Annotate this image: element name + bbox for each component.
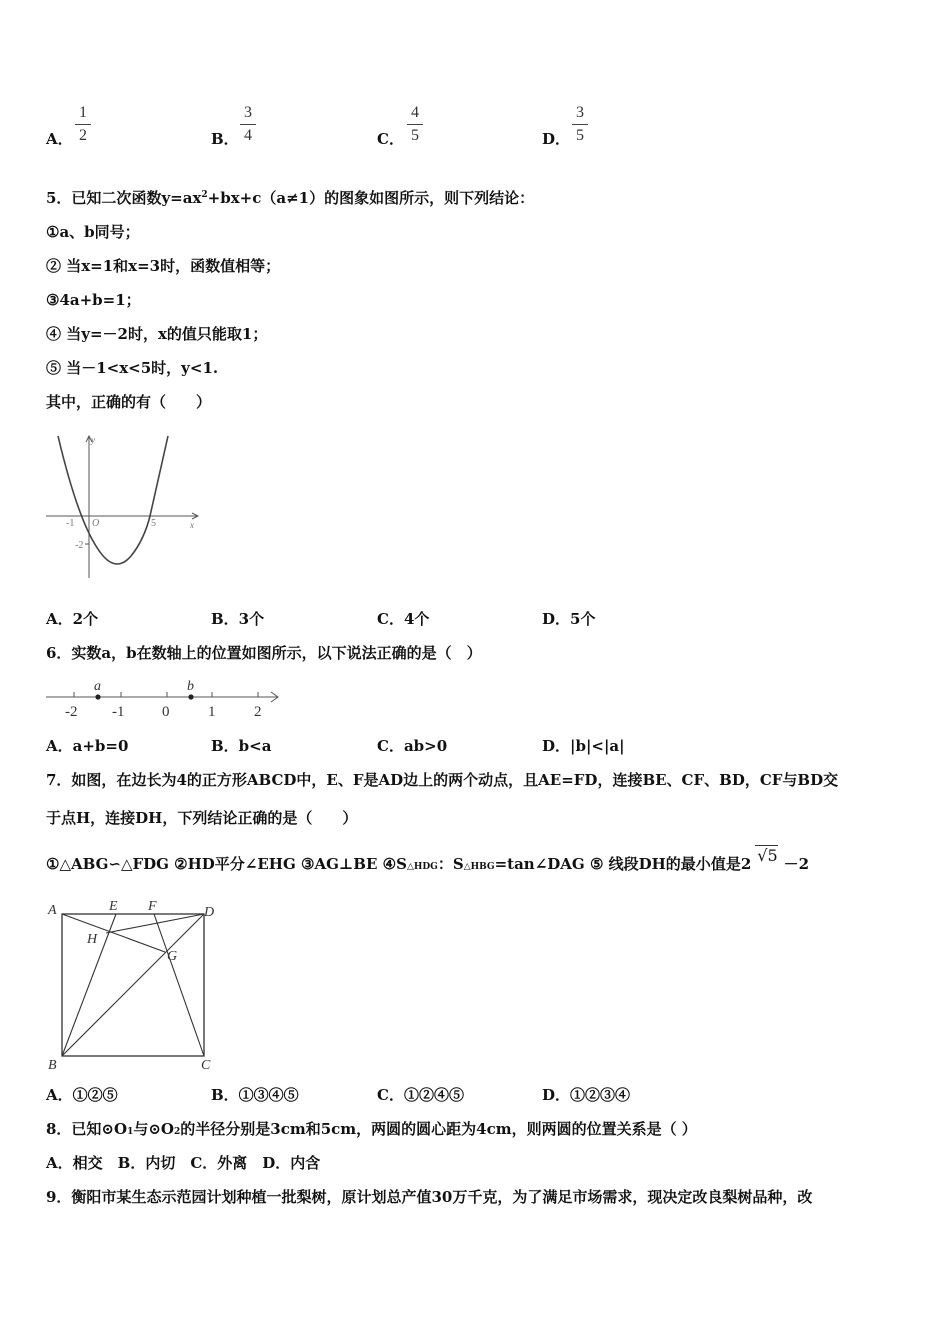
point-a	[95, 694, 100, 699]
label-H: H	[87, 932, 98, 947]
label-a: a	[94, 679, 101, 694]
q5-parabola-graph	[44, 430, 206, 582]
graph-label-y: y	[91, 435, 95, 445]
graph-label-neg1: -1	[66, 518, 75, 529]
sqrt-symbol: √5	[757, 846, 778, 865]
q6-number-line	[44, 676, 284, 722]
q4-option-b-letter: B．	[211, 130, 239, 148]
q5-option-b: B．3个	[211, 610, 265, 628]
q4-option-a-fraction: 1 2	[73, 103, 93, 146]
q6-stem: 6．实数a，b在数轴上的位置如图所示，以下说法正确的是（ ）	[46, 644, 482, 662]
q7-option-b: B．①③④⑤	[211, 1086, 299, 1104]
label-G: G	[167, 949, 178, 964]
q6-option-b: B．b<a	[211, 737, 272, 755]
graph-label-origin: O	[92, 518, 100, 529]
q7-stem-line1: 7．如图，在边长为4的正方形ABCD中，E、F是AD边上的两个动点，且AE=FD，连接BE、CF、BD，CF与BD交	[46, 771, 839, 789]
point-b	[188, 694, 193, 699]
q4-option-d-fraction: 3 5	[570, 103, 590, 146]
label-D: D	[204, 905, 215, 920]
q7-option-d: D．①②③④	[542, 1086, 631, 1104]
segment-bd	[62, 914, 204, 1056]
q5-stem: 5．已知二次函数$y=ax^2+bx+c(a\ne 1)$的图象如图所示，则下列结论：	[46, 189, 535, 207]
q5-item-1: ①a、b同号；	[46, 223, 140, 241]
label-b: b	[187, 679, 194, 694]
q7-square-figure	[44, 896, 224, 1074]
q5-item-2: ② 当x=1和x=3时，函数值相等；	[46, 257, 281, 275]
q5-option-d: D．5个	[542, 610, 596, 628]
graph-label-5: 5	[151, 518, 156, 529]
q5-option-a: A．2个	[46, 610, 99, 628]
q6-option-a: A．a+b=0	[46, 737, 129, 755]
q7-option-a: A．①②⑤	[46, 1086, 118, 1104]
q5-item-5: ⑤ 当－1<x<5时，y<1.	[46, 359, 219, 377]
q4-option-c-letter: C．	[377, 130, 404, 148]
graph-label-x: x	[190, 520, 194, 530]
label-A: A	[48, 903, 57, 918]
tick-label-0: 0	[162, 704, 170, 720]
q8-options: A．相交 B．内切 C．外离 D．内含	[46, 1154, 321, 1172]
q5-option-c: C．4个	[377, 610, 430, 628]
tick-label-1: 1	[208, 704, 216, 720]
q5-item-4: ④ 当y=－2时，x的值只能取1；	[46, 325, 268, 343]
q8-stem: 8．已知⊙O1与⊙O2的半径分别是3cm和5cm，两圆的圆心距为4cm，则两圆的位置关系是（ ）	[46, 1120, 697, 1138]
label-E: E	[109, 899, 118, 914]
label-C: C	[201, 1058, 211, 1073]
q5-question: 其中，正确的有（ ）	[46, 393, 212, 411]
q6-option-c: C．ab>0	[377, 737, 448, 755]
q6-option-d: D．|b|<|a|	[542, 737, 625, 755]
q5-item-3: ③4a+b=1；	[46, 291, 141, 309]
segment-cf	[154, 914, 204, 1056]
q4-option-a-letter: A．	[46, 130, 73, 148]
q4-option-d-letter: D．	[542, 130, 571, 148]
q4-option-b-fraction: 3 4	[238, 103, 258, 146]
q7-stem-line2: 于点H，连接DH，下列结论正确的是（ ）	[46, 809, 358, 827]
q7-option-c: C．①②④⑤	[377, 1086, 464, 1104]
tick-label-2: 2	[254, 704, 262, 720]
q4-option-c-fraction: 4 5	[405, 103, 425, 146]
tick-label-neg1: -1	[112, 704, 125, 720]
tick-label-neg2: -2	[65, 704, 78, 720]
graph-label-neg2: -2	[75, 540, 84, 551]
label-B: B	[48, 1058, 57, 1073]
q9-stem: 9．衡阳市某生态示范园计划种植一批梨树，原计划总产值30万千克，为了满足市场需求，现决定改良梨树品种，改	[46, 1188, 813, 1206]
q7-conclusions: ①△ABG∽△FDG ②HD平分∠EHG ③AG⊥BE ④S△HDG：S△HBG=tan∠DAG ⑤ 线段DH的最小值是2 √5 －2	[46, 846, 810, 873]
label-F: F	[148, 899, 157, 914]
